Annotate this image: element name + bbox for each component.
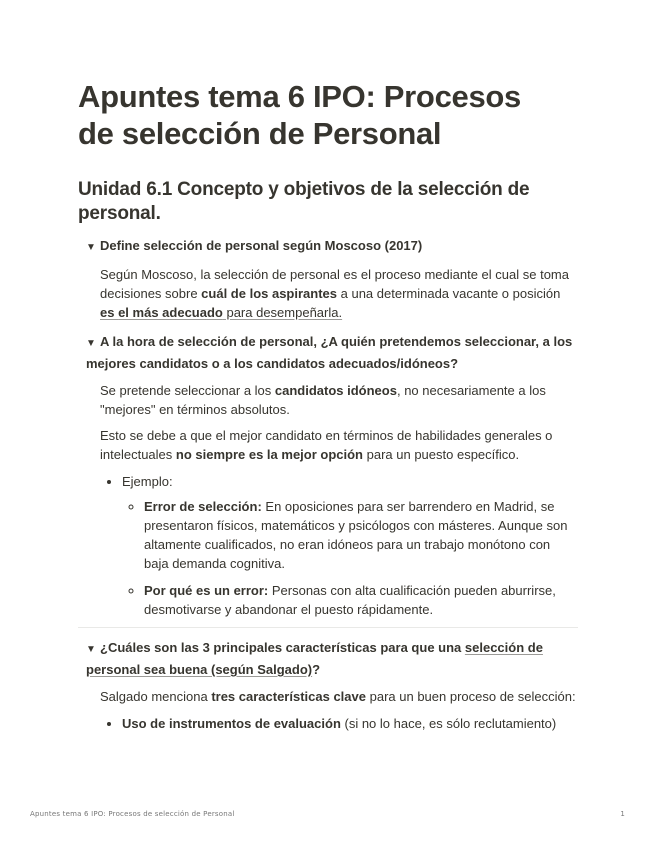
paragraph: Se pretende seleccionar a los candidatos idóneos, no necesariamente a los "mejores" en términos absolutos. xyxy=(100,383,546,417)
divider xyxy=(78,627,578,628)
footer-title: Apuntes tema 6 IPO: Procesos de selección de Personal xyxy=(30,810,235,818)
toggle-body xyxy=(78,687,578,733)
toggle-salgado-characteristics xyxy=(78,638,578,733)
section-heading: Unidad 6.1 Concepto y objetivos de la selección de personal. xyxy=(78,179,530,224)
page-footer xyxy=(30,810,625,818)
triangle-down-icon[interactable]: ▼ xyxy=(86,242,96,253)
toggle-summary[interactable]: ▼ ¿Cuáles son las 3 principales características para que una selección de personal sea buena (según Salgado)? xyxy=(86,640,543,677)
paragraph: Salgado menciona tres características clave para un buen proceso de selección: xyxy=(100,689,576,704)
toggle-ideal-candidates xyxy=(78,332,578,619)
toggle-summary[interactable]: ▼ A la hora de selección de personal, ¿A quién pretendemos seleccionar, a los mejores candidatos o a los candidatos adecuados/idóneos? xyxy=(86,334,573,371)
sub-list xyxy=(122,497,578,619)
page-content xyxy=(78,78,578,733)
toggle-moscoso-definition xyxy=(78,236,578,322)
triangle-down-icon[interactable]: ▼ xyxy=(86,644,96,655)
bullet-list xyxy=(100,472,578,619)
bullet-list xyxy=(100,714,578,733)
paragraph: Esto se debe a que el mejor candidato en términos de habilidades generales o intelectuales no siempre es la mejor opción para un puesto específico. xyxy=(100,428,553,462)
page-title: Apuntes tema 6 IPO: Procesos de selección de Personal xyxy=(78,79,521,151)
paragraph: Según Moscoso, la selección de personal es el proceso mediante el cual se toma decisiones sobre cuál de los aspirantes a una determinada vacante o posición es el más adecuado para desempeñarla. xyxy=(100,267,569,320)
triangle-down-icon[interactable]: ▼ xyxy=(86,338,96,349)
toggle-body xyxy=(78,381,578,619)
list-item: ◦ Error de selección: En oposiciones para ser barrendero en Madrid, se presentaron físicos, matemáticos y psicólogos con másteres. Aunque son altamente cualificados, no eran idóneos para un trabajo monótono con baja demanda cognitiva. xyxy=(144,497,578,573)
list-item: • Ejemplo: ◦ Error de selección: En oposiciones para ser barrendero en Madrid, se presentaron físicos, matemáticos y psicólogos con másteres. Aunque son altamente cualificados, no eran idóneos para un trabajo monótono con baja demanda cognitiva. ◦ Por qué es un error: Personas con alta cualificación pueden aburrirse, desmotivarse y abandonar el puesto rápidamente. xyxy=(122,472,578,619)
list-item: ◦ Por qué es un error: Personas con alta cualificación pueden aburrirse, desmotivarse y abandonar el puesto rápidamente. xyxy=(144,581,578,619)
list-item: • Uso de instrumentos de evaluación (si no lo hace, es sólo reclutamiento) xyxy=(122,714,578,733)
toggle-body xyxy=(78,265,578,322)
toggle-summary[interactable]: ▼ Define selección de personal según Moscoso (2017) xyxy=(78,236,578,258)
page-number: 1 xyxy=(620,810,625,818)
